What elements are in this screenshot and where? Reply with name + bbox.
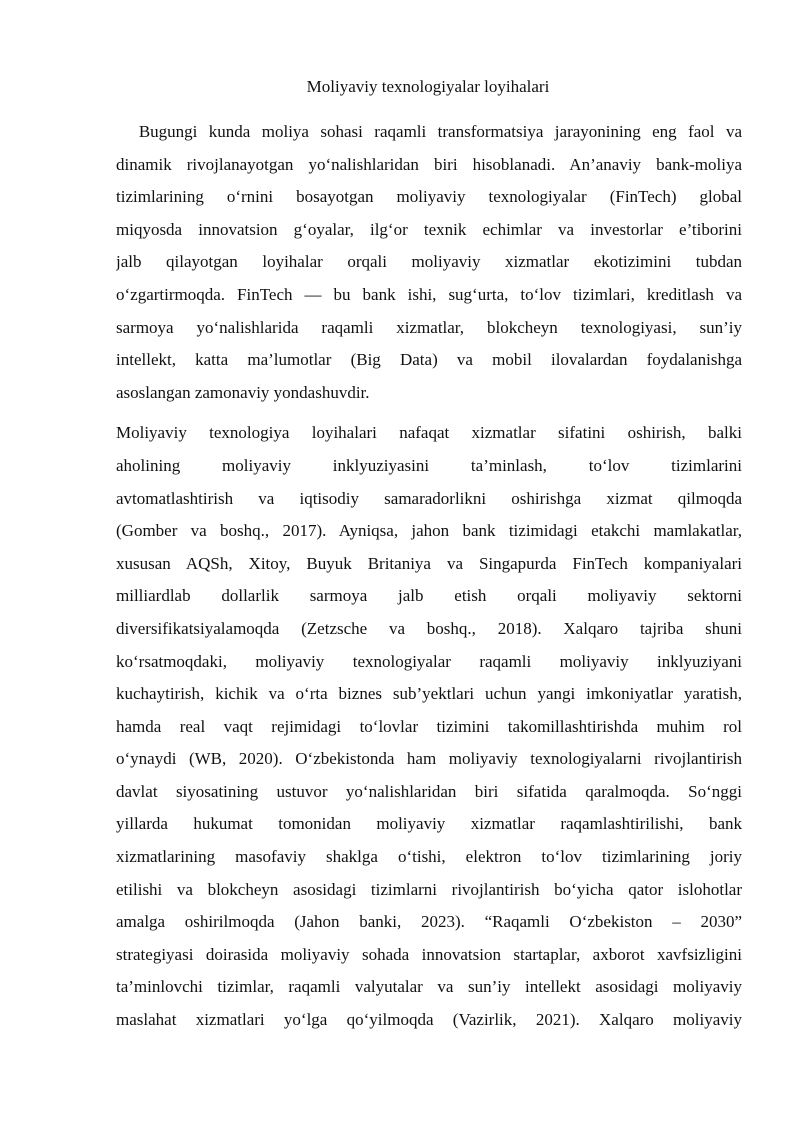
text-line: etilishi va blokcheyn asosidagi tizimlarni rivojlantirish bo‘yicha qator islohotlar: [116, 879, 742, 899]
text-line: tizimlarining o‘rnini bosayotgan moliyaviy texnologiyalar (FinTech) global: [116, 187, 742, 207]
text-line: Bugungi kunda moliya sohasi raqamli transformatsiya jarayonining eng faol va: [116, 122, 742, 141]
text-line: hamda real vaqt rejimidagi to‘lovlar tizimini takomillashtirishda muhim rol: [116, 716, 742, 736]
paragraph-2: [116, 417, 742, 1036]
text-line: ko‘rsatmoqdaki, moliyaviy texnologiyalar raqamli moliyaviy inklyuziyani: [116, 651, 742, 671]
text-line: diversifikatsiyalamoqda (Zetzsche va boshq., 2018). Xalqaro tajriba shuni: [116, 618, 742, 638]
text-line: yillarda hukumat tomonidan moliyaviy xizmatlar raqamlashtirilishi, bank: [116, 814, 742, 834]
text-line: dinamik rivojlanayotgan yo‘nalishlaridan biri hisoblanadi. An’anaviy bank-moliya: [116, 154, 742, 174]
text-line: sarmoya yo‘nalishlarida raqamli xizmatlar, blokcheyn texnologiyasi, sun’iy: [116, 317, 742, 337]
text-line: kuchaytirish, kichik va o‘rta biznes sub’yektlari uchun yangi imkoniyatlar yaratish,: [116, 684, 742, 704]
text-line: ta’minlovchi tizimlar, raqamli valyutalar va sun’iy intellekt asosidagi moliyaviy: [116, 977, 742, 997]
paragraph-1: [116, 116, 742, 409]
text-line: maslahat xizmatlari yo‘lga qo‘yilmoqda (Vazirlik, 2021). Xalqaro moliyaviy: [116, 1010, 742, 1030]
text-line: jalb qilayotgan loyihalar orqali moliyaviy xizmatlar ekotizimini tubdan: [116, 252, 742, 272]
text-line: miqyosda innovatsion g‘oyalar, ilg‘or texnik echimlar va investorlar e’tiborini: [116, 219, 742, 239]
document-body: [116, 116, 742, 1037]
text-line: o‘ynaydi (WB, 2020). O‘zbekistonda ham moliyaviy texnologiyalarni rivojlantirish: [116, 749, 742, 769]
text-line: amalga oshirilmoqda (Jahon banki, 2023). “Raqamli O‘zbekiston – 2030”: [116, 912, 742, 932]
text-line: aholining moliyaviy inklyuziyasini ta’minlash, to‘lov tizimlarini: [116, 455, 742, 475]
text-line: davlat siyosatining ustuvor yo‘nalishlaridan biri sifatida qaralmoqda. So‘nggi: [116, 781, 742, 801]
text-line: avtomatlashtirish va iqtisodiy samaradorlikni oshirishga xizmat qilmoqda: [116, 488, 742, 508]
text-line: milliardlab dollarlik sarmoya jalb etish orqali moliyaviy sektorni: [116, 586, 742, 606]
text-line: o‘zgartirmoqda. FinTech — bu bank ishi, sug‘urta, to‘lov tizimlari, kreditlash va: [116, 284, 742, 304]
paragraph-gap: [116, 409, 742, 417]
text-line: xizmatlarining masofaviy shaklga o‘tishi, elektron to‘lov tizimlarining joriy: [116, 847, 742, 867]
text-line: intellekt, katta ma’lumotlar (Big Data) va mobil ilovalardan foydalanishga: [116, 350, 742, 370]
text-line: asoslangan zamonaviy yondashuvdir.: [116, 382, 370, 402]
text-line: xususan AQSh, Xitoy, Buyuk Britaniya va Singapurda FinTech kompaniyalari: [116, 553, 742, 573]
text-line: (Gomber va boshq., 2017). Ayniqsa, jahon bank tizimidagi etakchi mamlakatlar,: [116, 521, 742, 541]
text-line: Moliyaviy texnologiya loyihalari nafaqat xizmatlar sifatini oshirish, balki: [116, 423, 742, 443]
document-title: Moliyaviy texnologiyalar loyihalari: [306, 77, 550, 96]
text-line: strategiyasi doirasida moliyaviy sohada innovatsion startaplar, axborot xavfsizligini: [116, 944, 742, 964]
